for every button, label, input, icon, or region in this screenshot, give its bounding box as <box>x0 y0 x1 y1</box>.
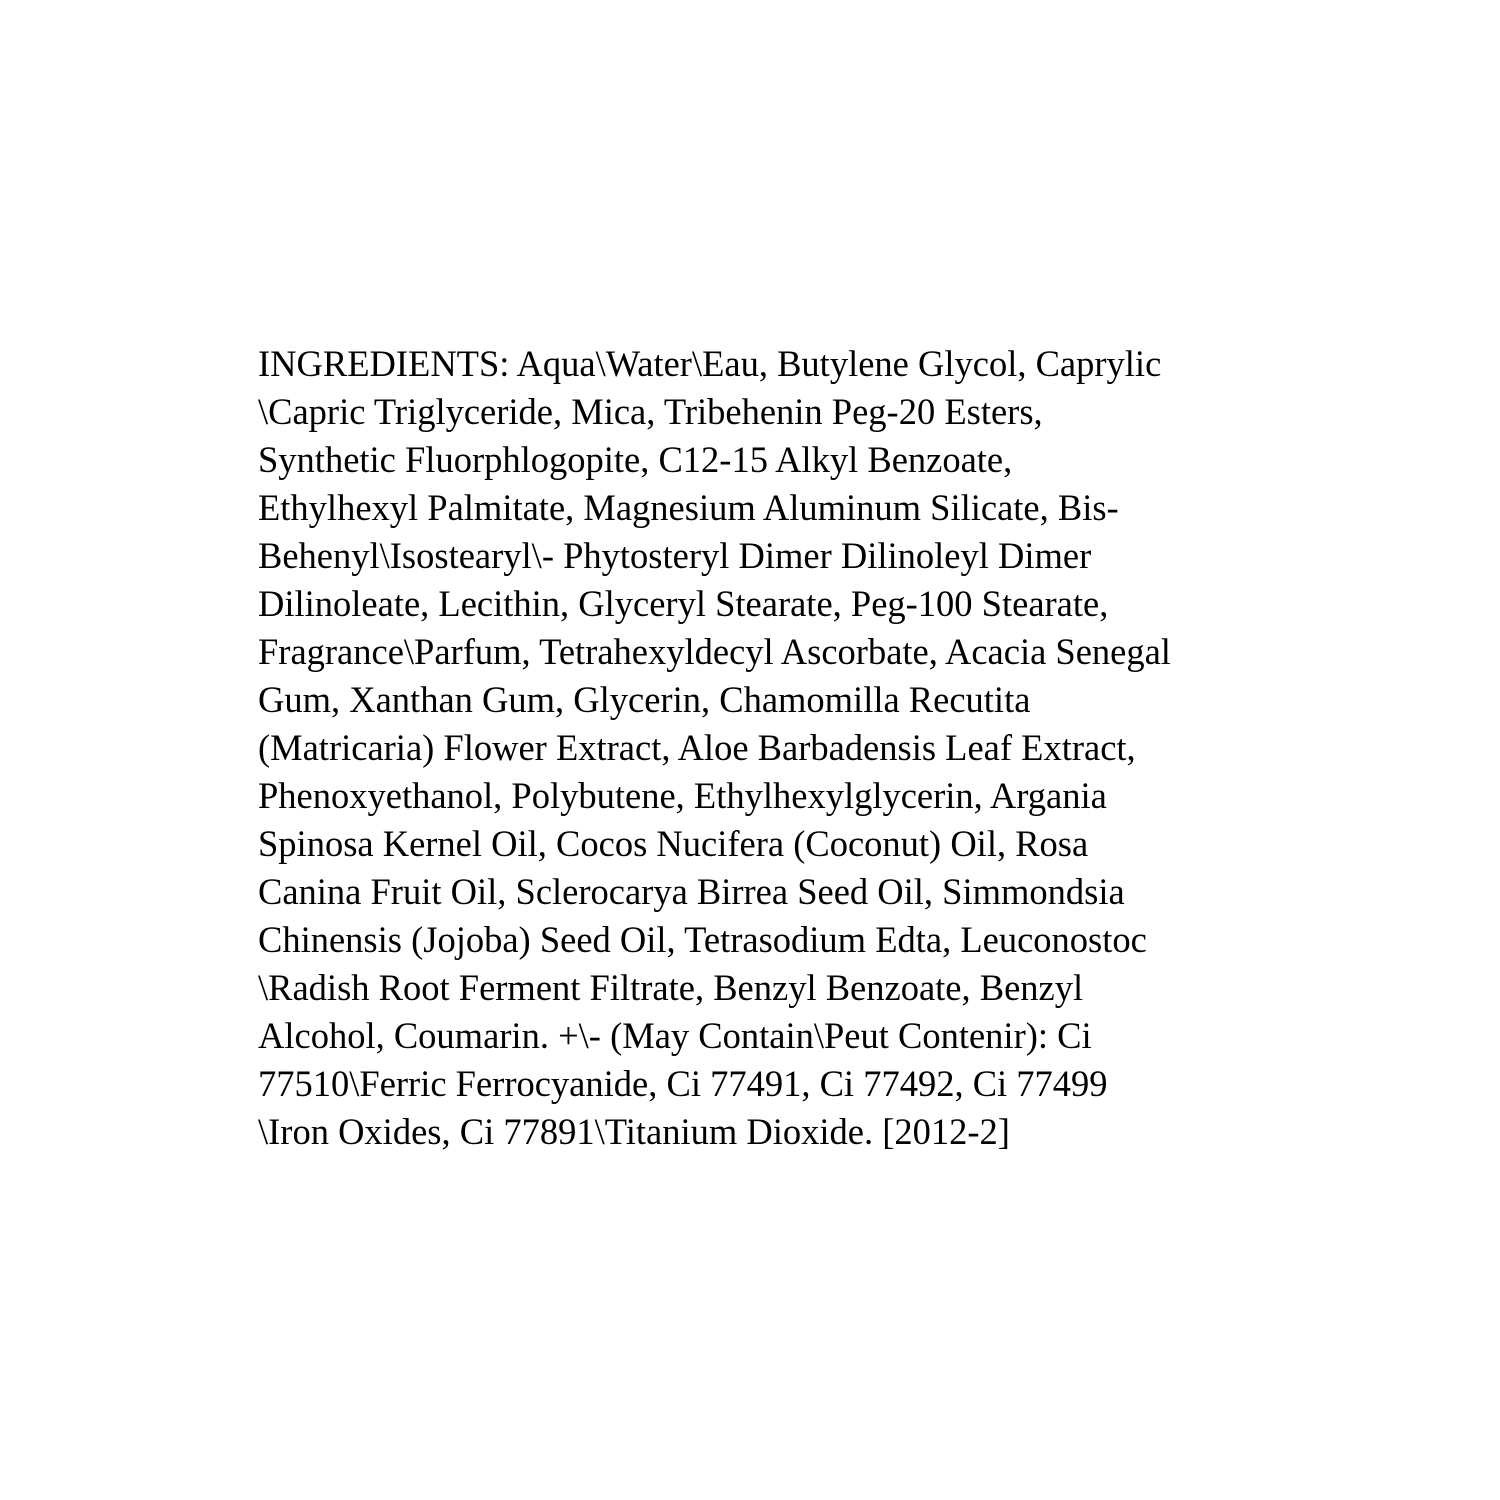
ingredients-line: 77510\Ferric Ferrocyanide, Ci 77491, Ci 77492, Ci 77499 <box>258 1063 1108 1104</box>
ingredients-line: Synthetic Fluorphlogopite, C12-15 Alkyl Benzoate, <box>258 439 1013 480</box>
ingredients-line: Canina Fruit Oil, Sclerocarya Birrea Seed Oil, Simmondsia <box>258 871 1125 912</box>
ingredients-line: Dilinoleate, Lecithin, Glyceryl Stearate, Peg-100 Stearate, <box>258 583 1109 624</box>
ingredients-line: \Radish Root Ferment Filtrate, Benzyl Benzoate, Benzyl <box>258 967 1084 1008</box>
ingredients-line: Spinosa Kernel Oil, Cocos Nucifera (Coconut) Oil, Rosa <box>258 823 1089 864</box>
ingredients-line: Ethylhexyl Palmitate, Magnesium Aluminum Silicate, Bis- <box>258 487 1119 528</box>
ingredients-line: (Matricaria) Flower Extract, Aloe Barbadensis Leaf Extract, <box>258 727 1136 768</box>
ingredients-line: Phenoxyethanol, Polybutene, Ethylhexylglycerin, Argania <box>258 775 1107 816</box>
ingredients-text-block <box>258 340 1268 1156</box>
ingredients-line: Gum, Xanthan Gum, Glycerin, Chamomilla Recutita <box>258 679 1031 720</box>
ingredients-line: Behenyl\Isostearyl\- Phytosteryl Dimer Dilinoleyl Dimer <box>258 535 1092 576</box>
ingredients-line: Alcohol, Coumarin. +\- (May Contain\Peut Contenir): Ci <box>258 1015 1092 1056</box>
ingredients-line: \Iron Oxides, Ci 77891\Titanium Dioxide. [2012-2] <box>258 1111 1010 1152</box>
ingredients-line: Fragrance\Parfum, Tetrahexyldecyl Ascorbate, Acacia Senegal <box>258 631 1171 672</box>
ingredients-line: Chinensis (Jojoba) Seed Oil, Tetrasodium Edta, Leuconostoc <box>258 919 1147 960</box>
ingredients-line: \Capric Triglyceride, Mica, Tribehenin Peg-20 Esters, <box>258 391 1043 432</box>
ingredients-line: INGREDIENTS: Aqua\Water\Eau, Butylene Glycol, Caprylic <box>258 343 1162 384</box>
